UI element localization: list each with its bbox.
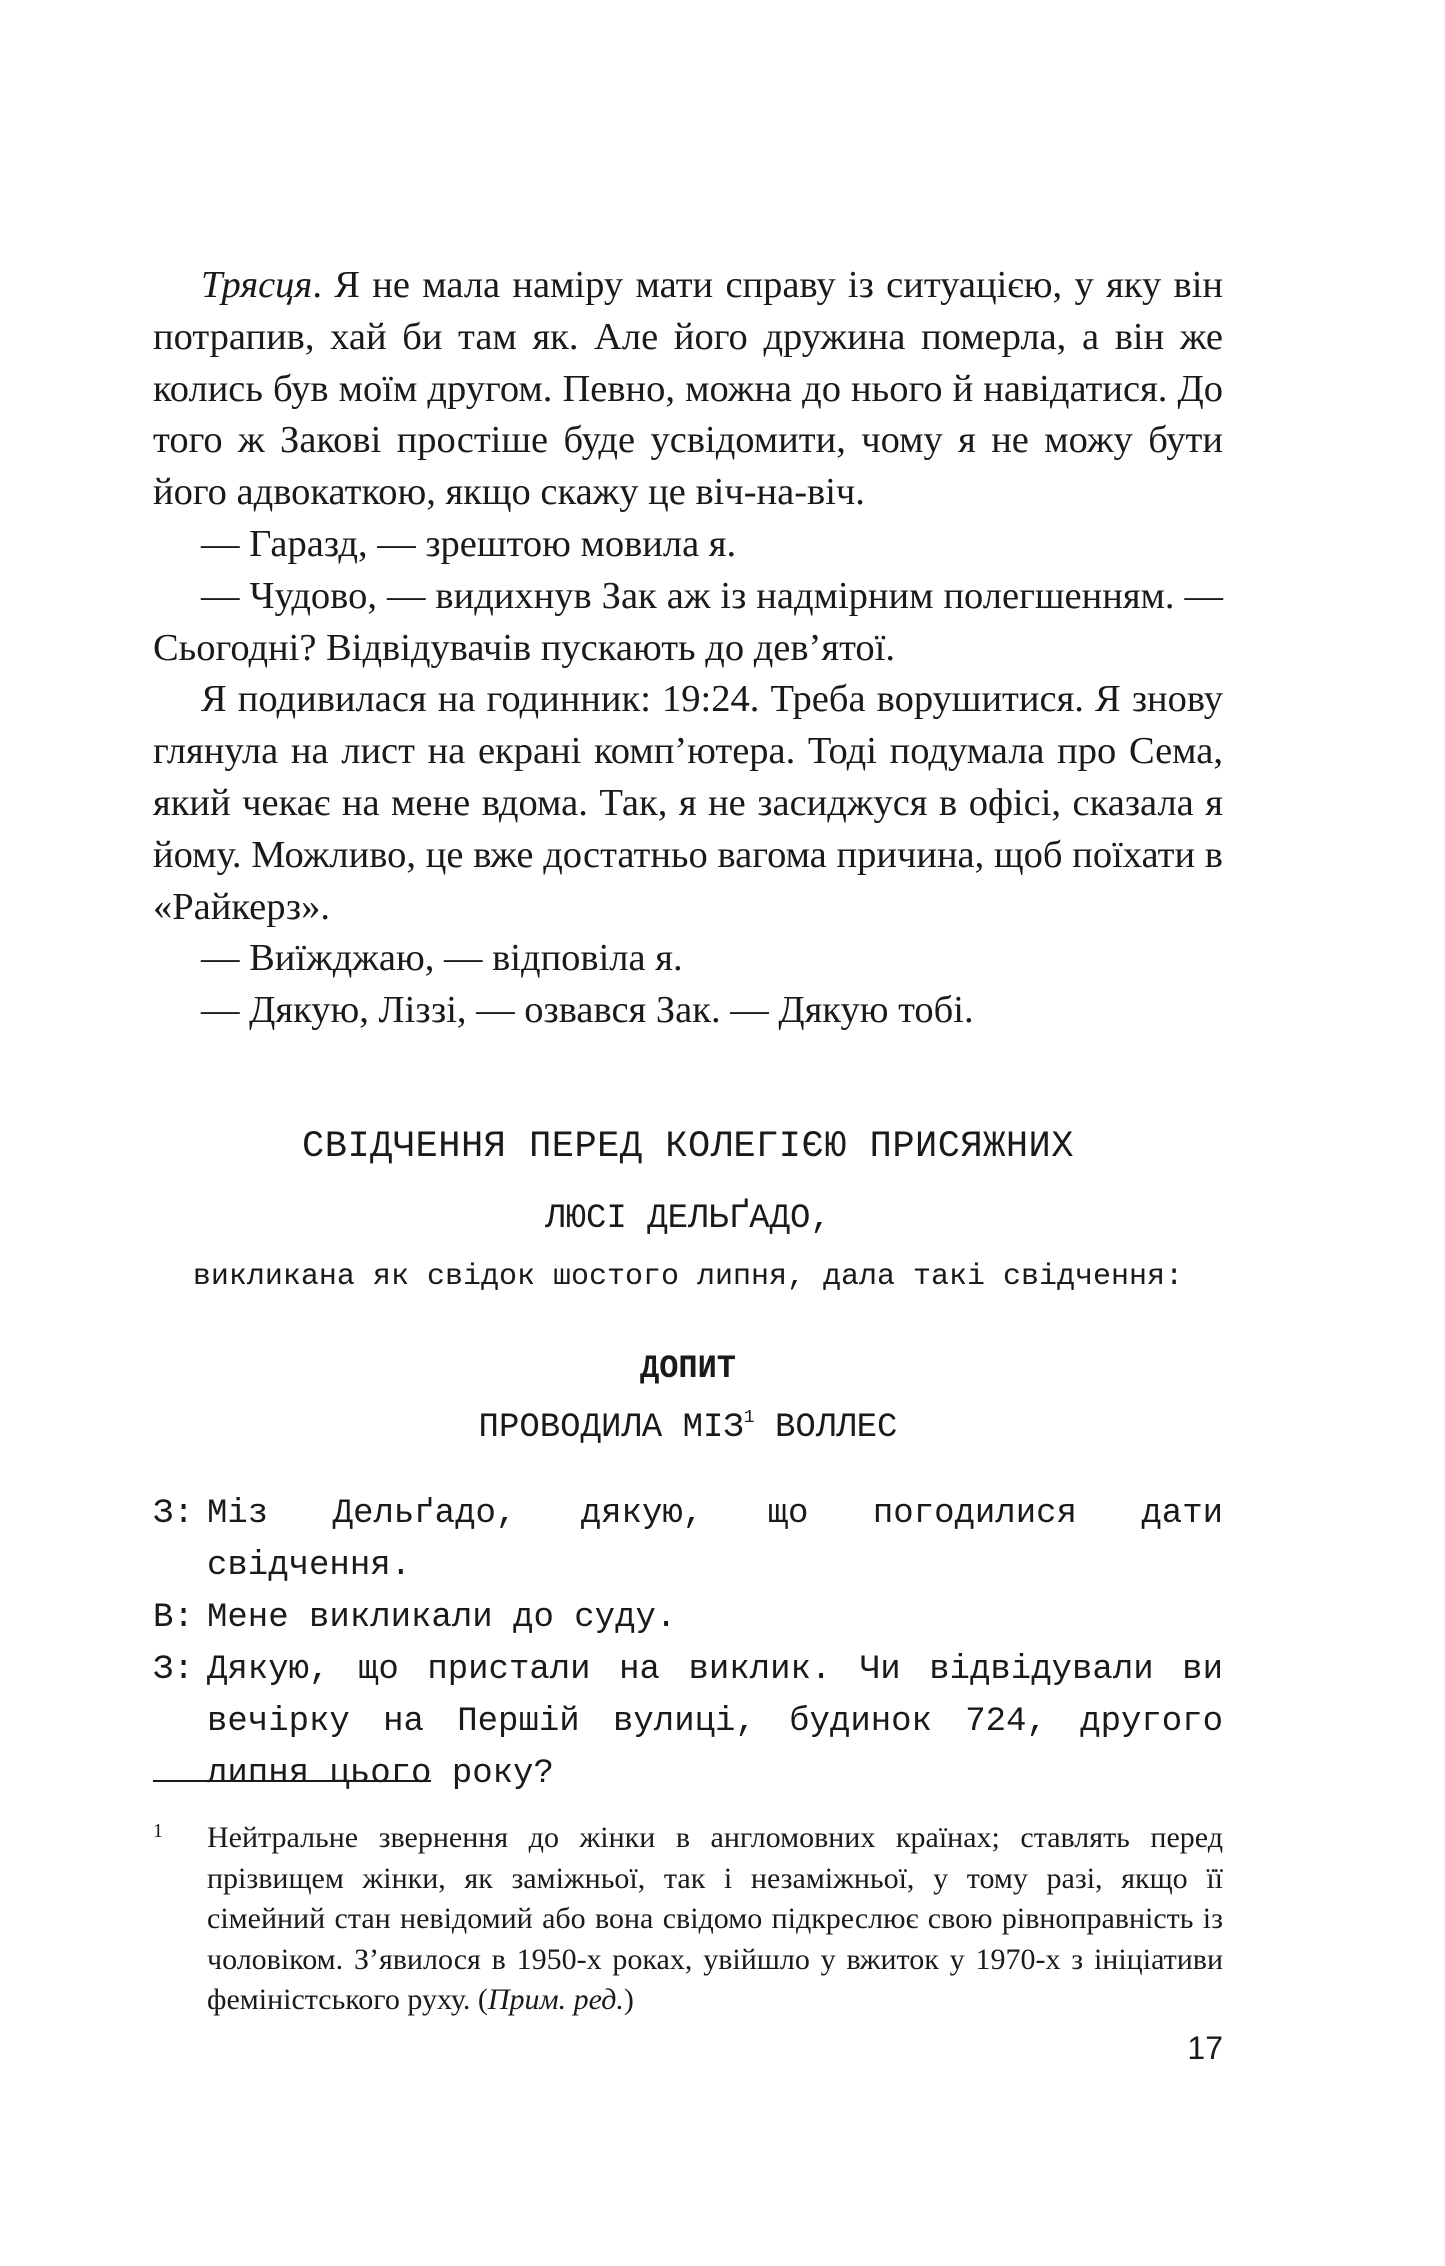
exam-conducted-by: ПРОВОДИЛА МІЗ$^1$ ВОЛЛЕС: [478, 1408, 898, 1447]
witness-subtitle: викликана як свідок шостого липня, дала такі свідчення:: [192, 1260, 1184, 1294]
paragraph: — Чудово, — видихнув Зак аж із надмірним полегшенням. — Сьогодні? Відвідувачів пускають до дев’ятої.: [153, 574, 1223, 669]
paragraph: — Виїжджаю, — відповіла я.: [201, 937, 683, 980]
paragraph: Трясця. Я не мала наміру мати справу із ситуацією, у яку він потрапив, хай би там як. Але його дружина померла, а він же колись був моїм другом. Певно, можна до нього й навідатися. До того ж Закові простіше буде усвідомити, чому я не можу бути його адвокаткою, якщо скажу це віч-на-віч.: [153, 264, 1223, 514]
line-text: Мене викликали до суду.: [207, 1599, 677, 1637]
paragraph: — Дякую, Ліззі, — озвався Зак. — Дякую тобі.: [201, 989, 974, 1032]
line-text: Міз Дельґадо, дякую, що погодилися дати свідчення.: [207, 1495, 1223, 1585]
paragraph: Я подивилася на годинник: 19:24. Треба ворушитися. Я знову глянула на лист на екрані комп’ютера. Тоді подумала про Сема, який чекає на мене вдома. Так, я не засиджуся в офісі, сказала я йому. Можливо, це вже достатньо вагома причина, щоб поїхати в «Райкерз».: [153, 678, 1223, 928]
transcript-line: [153, 1488, 1223, 1592]
speaker-label: З:: [153, 1495, 194, 1533]
witness-name: ЛЮСІ ДЕЛЬҐАДО,: [545, 1200, 831, 1238]
section-title: СВІДЧЕННЯ ПЕРЕД КОЛЕГІЄЮ ПРИСЯЖНИХ: [302, 1126, 1074, 1168]
transcript-line: [153, 1644, 1223, 1800]
footnote-text: Нейтральне звернення до жінки в англомовних країнах; ставлять перед прізвищем жінки, як заміжньої, так і незаміжньої, у тому разі, якщо її сімейний стан невідомий або вона свідомо підкреслює свою рівноправність із чоловіком. З’явилося в 1950-х роках, увійшло у вжиток у 1970-х з ініціативи феміністського руху. (Прим. ред.): [207, 1821, 1223, 2016]
page-number: 17: [1187, 2030, 1223, 2066]
footnote-marker: 1: [743, 1408, 755, 1428]
footnote-divider: [153, 1780, 431, 1782]
transcript-line: [153, 1592, 1223, 1644]
paragraph: — Гаразд, — зрештою мовила я.: [201, 522, 737, 565]
book-page: [153, 260, 1223, 2066]
transcript-lines: [153, 1488, 1223, 1800]
editor-note: Прим. ред.: [487, 1983, 624, 2016]
footnote-number: 1: [153, 1820, 163, 1842]
exam-heading: ДОПИТ: [639, 1350, 736, 1387]
speaker-label: З:: [153, 1651, 194, 1689]
italic-lead: Трясця: [201, 264, 313, 306]
footnote: [153, 1818, 1223, 2021]
body-text: [153, 260, 1223, 1037]
line-text: Дякую, що пристали на виклик. Чи відвідували ви вечірку на Першій вулиці, будинок 724, другого липня цього року?: [207, 1651, 1223, 1793]
speaker-label: В:: [153, 1599, 194, 1637]
